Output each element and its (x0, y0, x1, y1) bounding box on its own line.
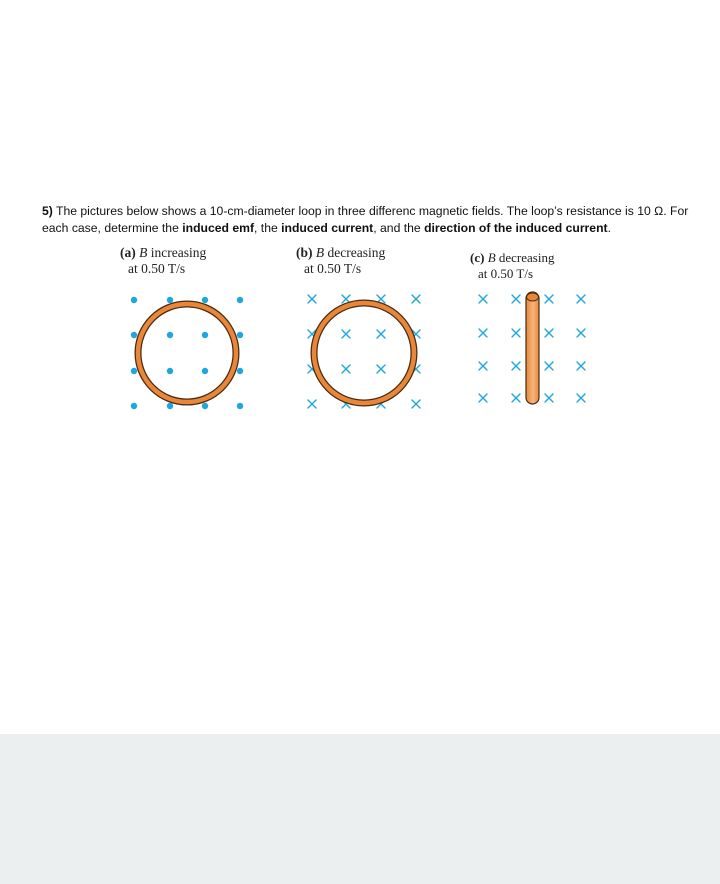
field-dot (167, 332, 173, 338)
field-cross (512, 362, 520, 370)
figure-c-diagram (470, 288, 600, 418)
figure-b (296, 245, 446, 277)
figure-b-variable: B (315, 245, 325, 260)
field-cross (577, 394, 585, 402)
field-cross (479, 362, 487, 370)
figure-a-diagram (120, 288, 270, 418)
field-cross (308, 400, 316, 408)
field-dot (237, 368, 243, 374)
field-cross (512, 329, 520, 337)
field-dot (202, 368, 208, 374)
wire-loop-b (314, 303, 414, 403)
question-text-part-4: . (607, 221, 611, 235)
field-cross (512, 394, 520, 402)
figure-b-rate: at 0.50 T/s (304, 261, 362, 276)
figure-b-label: (b) (296, 245, 313, 260)
question-bold-current: induced current (281, 221, 374, 235)
field-cross (479, 329, 487, 337)
field-dot (131, 332, 137, 338)
field-cross (479, 295, 487, 303)
question-bold-direction: direction of the induced current (424, 221, 608, 235)
field-dot (167, 403, 173, 409)
field-dot (237, 403, 243, 409)
field-cross (342, 365, 350, 373)
figure-b-caption (296, 245, 446, 277)
figure-c-rate: at 0.50 T/s (478, 266, 534, 281)
figure-a-label: (a) (120, 245, 136, 260)
question-number: 5) (42, 204, 53, 218)
field-cross (545, 329, 553, 337)
wire-loop-a (138, 304, 236, 402)
question-text-part-1: The pictures below shows a 10-cm-diameter loop in three differenc magnetic fields. The loop’s resistance is 10 Ω. For each case, determine the (42, 204, 689, 235)
field-cross (545, 295, 553, 303)
field-cross (512, 295, 520, 303)
question-text-part-2: , the (254, 221, 282, 235)
field-cross (308, 295, 316, 303)
figure-b-change: decreasing (327, 245, 386, 260)
field-dot (202, 297, 208, 303)
field-dot (202, 332, 208, 338)
field-cross (342, 330, 350, 338)
figure-a-change: increasing (150, 245, 207, 260)
figure-b-diagram (296, 288, 446, 418)
figure-a (120, 245, 270, 277)
field-cross (412, 295, 420, 303)
field-dot (237, 332, 243, 338)
field-cross (577, 329, 585, 337)
figure-c (470, 250, 610, 282)
field-dot (167, 297, 173, 303)
bottom-gray-band (0, 734, 720, 884)
field-dots-a (131, 297, 243, 409)
field-dot (131, 297, 137, 303)
field-cross (577, 362, 585, 370)
figure-c-change: decreasing (498, 250, 555, 265)
field-cross (377, 330, 385, 338)
figure-a-caption (120, 245, 270, 277)
figure-a-rate: at 0.50 T/s (128, 261, 186, 276)
figure-c-caption (470, 250, 610, 282)
field-cross (377, 365, 385, 373)
field-dot (237, 297, 243, 303)
figure-a-variable: B (139, 245, 148, 260)
field-dot (131, 368, 137, 374)
field-cross (545, 362, 553, 370)
figure-c-variable: B (487, 250, 496, 265)
question-text-part-3: , and the (373, 221, 425, 235)
field-cross (412, 400, 420, 408)
field-cross (479, 394, 487, 402)
question-text (42, 203, 692, 237)
figure-c-label: (c) (470, 250, 485, 265)
field-crosses-b (308, 295, 420, 408)
field-dot (202, 403, 208, 409)
field-dot (167, 368, 173, 374)
field-cross (545, 394, 553, 402)
field-cross (577, 295, 585, 303)
field-dot (131, 403, 137, 409)
wire-loop-c-edge-on (526, 292, 539, 404)
question-bold-emf: induced emf (182, 221, 255, 235)
